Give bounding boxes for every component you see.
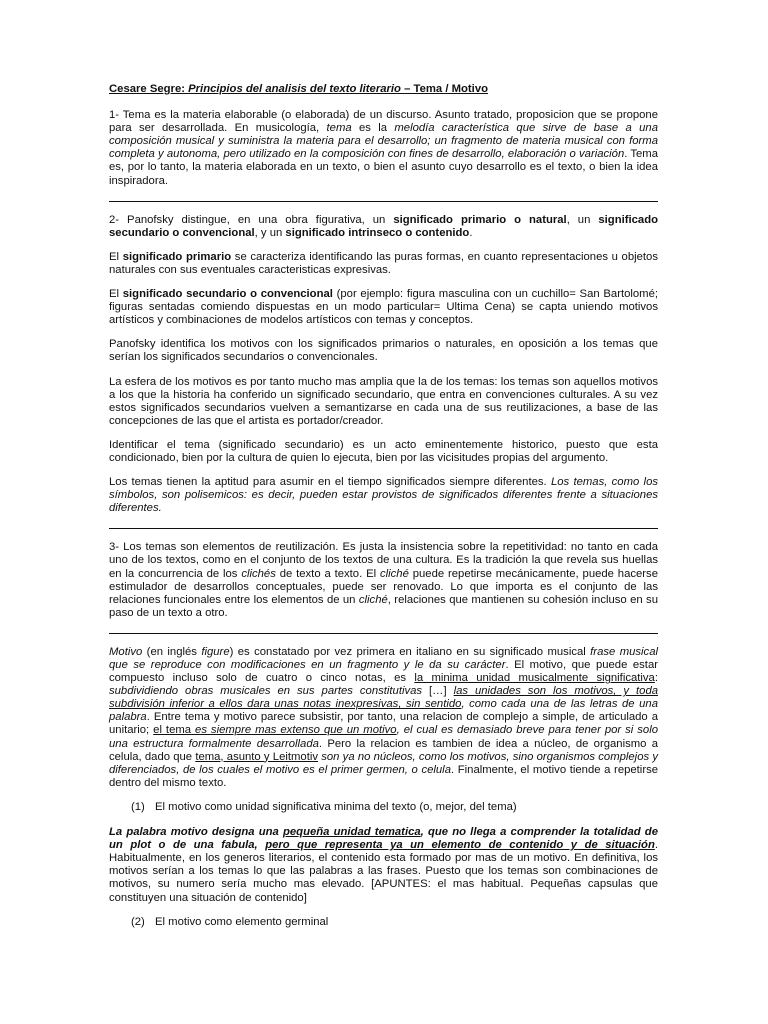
text-run: melodía característica que sirve de base a una composición musical y suministra la materia para el desarrollo; un fragmento de materia musical con forma completa y autonoma, pero utilizado en la composición con fines de desarrollo, elaboración o variación xyxy=(109,122,658,161)
title-topic: – Tema / Motivo xyxy=(404,83,488,95)
text-run: . Tema es, por lo tanto, la materia elaborada en un texto, o bien el asunto cuyo desarrollo es el texto, o bien la idea inspiradora. xyxy=(109,148,658,187)
text-run: subdividiendo obras musicales en sus partes constitutivas xyxy=(109,685,423,698)
text-run: cliché xyxy=(358,593,388,606)
text-run: significado secundario o convencional xyxy=(109,213,659,239)
text-run: , que no llega a comprender la totalidad de un plot o de una fabula, xyxy=(109,826,658,852)
text-run: . Pero la relacion es tambien de idea a núcleo, de organismo a celula, dado que xyxy=(109,737,658,763)
text-run: puede repetirse mecánicamente, puede hacerse estimulador de desarrollos conceptuales, puede ser renovado. Lo que importa es el conjunto de las relaciones funcionales entre los elementos de un xyxy=(109,567,658,606)
paragraph-significado-primario xyxy=(109,251,658,277)
text-run: Motivo xyxy=(109,645,143,658)
section-divider xyxy=(109,633,658,634)
text-run: frase musical que se reproduce con modificaciones en un fragmento y le da su carácter xyxy=(109,645,658,671)
paragraph-reutilizacion xyxy=(109,541,658,620)
text-run: […] xyxy=(422,685,454,698)
text-run: , y un xyxy=(254,226,286,239)
text-run: , el cual es demasiado breve para tener por si solo una estructura formalmente desarrollada xyxy=(109,724,658,750)
item-number: (2) xyxy=(131,915,145,928)
text-run: pequeña unidad tematica xyxy=(283,826,421,839)
paragraph-palabra-motivo xyxy=(109,826,658,905)
text-run: pero que representa ya un elemento de contenido y de situación xyxy=(265,839,655,852)
text-run: , un xyxy=(566,213,599,226)
text-run: 3- Los temas son elementos de reutilización. Es justa la insistencia sobre la repetitividad: no tanto en cada uno de los textos, como en el conjunto de los textos de una cultura. Es la tradición la que revela sus huellas en la concurrencia de los xyxy=(109,541,658,580)
text-run: Los temas tienen la aptitud para asumir en el tiempo significados siempre diferentes. xyxy=(109,476,551,489)
item-text: El motivo como elemento germinal xyxy=(155,915,329,928)
paragraph-motivo-musical xyxy=(109,646,658,790)
text-run: figure xyxy=(201,645,230,658)
text-run: , relaciones que mantienen su cohesión incluso en su paso de un texto a otro. xyxy=(109,593,658,619)
text-run: cliché xyxy=(379,567,409,580)
document-page xyxy=(109,83,658,941)
paragraph-esfera-motivos: La esfera de los motivos es por tanto mucho mas amplia que la de los temas: los temas son aquellos motivos a los que la historia ha conferido un significado secundario, que entra en convenciones culturales. A su vez estos significados secundarios vuelven a semantizarse en cada una de sus reutilizaciones, a base de las concepciones de las que el artista es portador/creador. xyxy=(109,375,658,427)
text-run: . Entre tema y motivo parece subsistir, por tanto, una relacion de complejo a simple, de articulado a unitario; xyxy=(109,711,658,737)
text-run: es la xyxy=(351,122,395,135)
text-run: (por ejemplo: figura masculina con un cuchillo= San Bartolomé; figuras sentadas comiendo dispuestas en un modo particular= Ultima Cena) se capta uniendo motivos artísticos y combinaciones de modelos artísticos con temas y conceptos. xyxy=(109,288,658,327)
text-run: 1- Tema es la materia elaborable (o elaborada) de un discurso. Asunto tratado, proposicion que se propone para ser desarrollada. En musicología, xyxy=(109,109,658,135)
text-run: tema, asunto y Leitmotiv xyxy=(195,750,319,763)
text-run: : xyxy=(654,672,658,685)
text-run: las unidades son los motivos, y toda subdivisión inferior a ellos dara unas notas inexpresivas, sin sentido xyxy=(109,685,659,711)
paragraph-temas-polisemicos xyxy=(109,476,658,515)
title-author: Cesare Segre: xyxy=(109,83,185,95)
text-run: El xyxy=(109,288,123,301)
text-run: de texto a texto. El xyxy=(275,567,380,580)
text-run: ) es constatado por vez primera en italiano en su significado musical xyxy=(229,645,591,658)
paragraph-significado-secundario xyxy=(109,288,658,327)
text-run: es siempre mas extenso que un motivo xyxy=(195,724,397,737)
text-run: Los temas, como los símbolos, son polisemicos: es decir, pueden estar provistos de significados diferentes frente a situaciones diferentes. xyxy=(109,476,658,515)
text-run: el tema xyxy=(153,724,196,737)
numbered-item-1 xyxy=(131,801,658,814)
paragraph-panofsky-distinction xyxy=(109,214,658,240)
section-divider xyxy=(109,201,658,202)
text-run: clichés xyxy=(241,567,276,580)
text-run: son ya no núcleos, como los motivos, sino organismos complejos y diferenciados, de los cuales el motivo es el primer germen, o celula xyxy=(109,750,658,776)
text-run: significado secundario o convencional xyxy=(122,288,333,301)
text-run: . xyxy=(469,226,473,239)
paragraph-identificar-tema: Identificar el tema (significado secundario) es un acto eminentemente historico, puesto que esta condicionado, bien por la cultura de quien lo ejecuta, bien por las vicisitudes propias del argumento. xyxy=(109,438,658,464)
text-run: 2- Panofsky distingue, en una obra figurativa, un xyxy=(109,213,394,226)
item-text: El motivo como unidad significativa minima del texto (o, mejor, del tema) xyxy=(155,800,517,813)
text-run: . El motivo, que puede estar compuesto incluso solo de cuatro o cinco notas, es xyxy=(109,659,658,685)
text-run: significado primario o natural xyxy=(393,213,567,226)
text-run: , como cada una de las letras de una palabra xyxy=(109,698,658,724)
document-title xyxy=(109,83,658,96)
title-work: Principios del analisis del texto literario xyxy=(188,83,401,95)
paragraph-tema-definition xyxy=(109,109,658,188)
text-run: . Habitualmente, en los generos literarios, el contenido esta formado por mas de un motivo. En definitiva, los motivos serían a los temas lo que las palabras a las frases. Puesto que los temas son combinaciones de motivos, su numero sería mucho mas elevado. [APUNTES: el mas habitual. Pequeñas capsulas que constituyen una situación de contenido] xyxy=(109,839,658,904)
text-run: significado primario xyxy=(122,250,232,263)
section-divider xyxy=(109,528,658,529)
text-run: El xyxy=(109,250,123,263)
text-run: La palabra motivo designa una xyxy=(109,826,283,839)
text-run: la minima unidad musicalmente significativa xyxy=(414,672,655,685)
paragraph-panofsky-motivos: Panofsky identifica los motivos con los significados primarios o naturales, en oposición a los temas que serían los significados secundarios o convencionales. xyxy=(109,338,658,364)
numbered-item-2 xyxy=(131,916,658,929)
text-run: significado intrinseco o contenido xyxy=(285,226,470,239)
item-number: (1) xyxy=(131,800,145,813)
text-run: tema xyxy=(326,122,352,135)
text-run: se caracteriza identificando las puras formas, en cuanto representaciones u objetos naturales con sus eventuales caracteristicas expresivas. xyxy=(109,250,658,276)
text-run: (en inglés xyxy=(142,645,202,658)
text-run: . Finalmente, el motivo tiende a repetirse dentro del mismo texto. xyxy=(109,763,659,789)
